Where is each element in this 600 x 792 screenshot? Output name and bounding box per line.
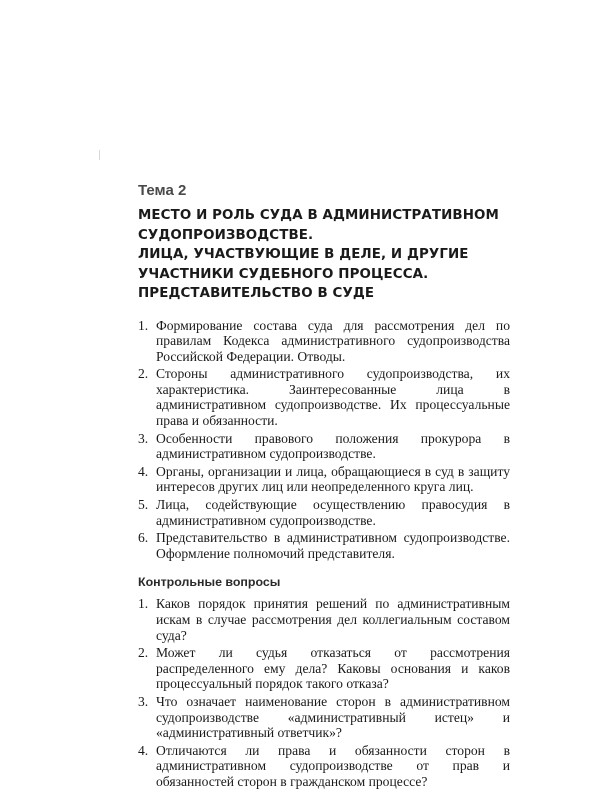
list-item-number: 1. <box>138 317 149 333</box>
list-item-text: Органы, организации и лица, обращающиеся в суд в защиту интересов других лиц или неопределенного круга лиц. <box>156 463 510 495</box>
list-item-number: 2. <box>138 366 149 382</box>
list-item-text: Лица, содействующие осуществлению правосудия в административном судопроизводстве. <box>156 497 510 528</box>
topic-title-line: СУДОПРОИЗВОДСТВЕ. <box>138 227 314 243</box>
list-item-number: 6. <box>138 530 149 546</box>
question-item <box>138 645 510 692</box>
topic-title <box>138 206 510 304</box>
questions-heading: Контрольные вопросы <box>138 575 281 590</box>
list-item-text: Формирование состава суда для рассмотрения дел по правилам Кодекса административного судопроизводства Российской Федерации. Отводы. <box>156 317 510 364</box>
list-item <box>138 318 510 365</box>
list-item-number: 5. <box>138 497 149 513</box>
topic-title-line: УЧАСТНИКИ СУДЕБНОГО ПРОЦЕССА. <box>138 266 429 282</box>
question-item <box>138 694 510 741</box>
question-text: Отличаются ли права и обязанности сторон в административном судопроизводстве от прав и обязанностей сторон в гражданском процессе? <box>156 742 510 789</box>
topic-title-line: МЕСТО И РОЛЬ СУДА В АДМИНИСТРАТИВНОМ <box>138 208 499 223</box>
list-item <box>138 530 510 561</box>
list-item-number: 4. <box>138 463 149 479</box>
question-number: 2. <box>138 645 149 661</box>
list-item <box>138 464 510 495</box>
page-margin-mark <box>99 150 100 160</box>
topic-number: Тема 2 <box>138 182 187 199</box>
question-text: Что означает наименование сторон в административном судопроизводстве «административный истец» и «административный ответчик»? <box>156 693 510 741</box>
topics-list <box>138 318 510 562</box>
questions-list <box>138 596 510 789</box>
list-item-text: Стороны административного судопроизводства, их характеристика. Заинтересованные лица в административном судопроизводстве. Их процессуальные права и обязанности. <box>156 366 510 429</box>
topic-title-line: ПРЕДСТАВИТЕЛЬСТВО В СУДЕ <box>138 286 375 301</box>
list-item <box>138 366 510 428</box>
page-content <box>138 182 510 792</box>
question-item <box>138 596 510 643</box>
list-item <box>138 497 510 528</box>
question-number: 4. <box>138 742 149 758</box>
list-item <box>138 431 510 462</box>
list-item-number: 3. <box>138 430 149 446</box>
question-number: 3. <box>138 693 149 709</box>
list-item-text: Особенности правового положения прокурора в административном судопроизводстве. <box>156 430 510 462</box>
question-text: Может ли судья отказаться от рассмотрения распределенного ему дела? Каковы основания и каков процессуальный порядок такого отказа? <box>156 645 510 692</box>
topic-title-line: ЛИЦА, УЧАСТВУЮЩИЕ В ДЕЛЕ, И ДРУГИЕ <box>138 247 469 262</box>
question-text: Каков порядок принятия решений по административным искам в случае рассмотрения дел коллегиальным составом суда? <box>156 596 510 643</box>
list-item-text: Представительство в административном судопроизводстве. Оформление полномочий представителя. <box>156 530 510 561</box>
question-number: 1. <box>138 596 149 612</box>
